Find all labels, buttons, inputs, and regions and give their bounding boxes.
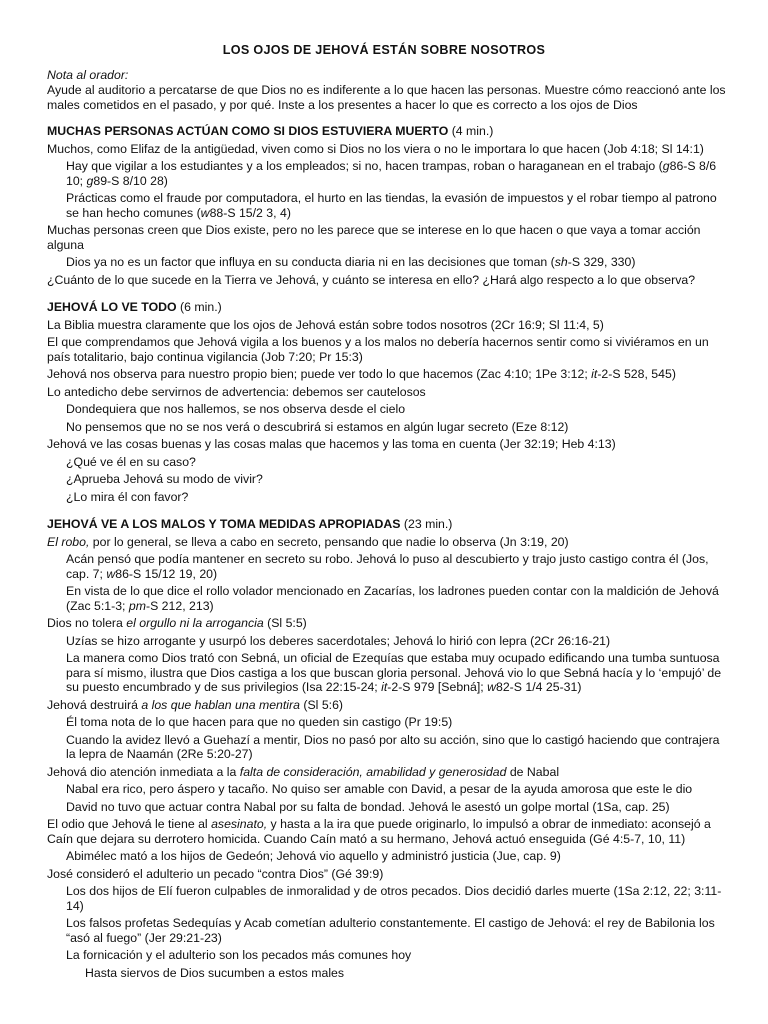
outline-subpoint: ¿Aprueba Jehová su modo de vivir? (66, 472, 263, 486)
outline-point: El que comprendamos que Jehová vigila a los buenos y a los malos no debería hacernos sentir como si viviéramos en un país totalitario, bajo continua vigilancia (Job 7:20; Pr 15:3) (47, 335, 709, 364)
outline-subpoint: No pensemos que no se nos verá o descubrirá si estamos en algún lugar secreto (Eze 8:12) (66, 419, 569, 434)
outline-subpoint: Hay que vigilar a los estudiantes y a los empleados; si no, hacen trampas, roban o haraganean en el trabajo (g86-S 8/6 10; g89-S 8/10 28) (66, 159, 717, 188)
outline-point: Jehová nos observa para nuestro propio bien; puede ver todo lo que hacemos (Zac 4:10; 1Pe 3:12; it-2-S 528, 545) (47, 367, 676, 381)
section-duration: (23 min.) (403, 517, 453, 531)
outline-sub-subpoint: Hasta siervos de Dios sucumben a estos males (85, 965, 345, 980)
outline-point: Jehová dio atención inmediata a la falta de consideración, amabilidad y generosidad de Nabal (47, 764, 560, 779)
section-title: MUCHAS PERSONAS ACTÚAN COMO SI DIOS ESTUVIERA MUERTO (47, 124, 449, 138)
speaker-note-label: Nota al orador: (47, 68, 129, 82)
outline-subpoint: Los dos hijos de Elí fueron culpables de inmoralidad y de otros pecados. Dios decidió darles muerte (1Sa 2:12, 22; 3:11-14) (66, 884, 722, 913)
outline-point: José consideró el adulterio un pecado “contra Dios” (Gé 39:9) (47, 866, 384, 881)
outline-point: Dios no tolera el orgullo ni la arrogancia (Sl 5:5) (47, 616, 307, 630)
outline-subpoint: Él toma nota de lo que hacen para que no queden sin castigo (Pr 19:5) (66, 715, 453, 729)
talk-outline (0, 120, 768, 983)
outline-point: Muchos, como Elifaz de la antigüedad, viven como si Dios no los viera o no le importara lo que hacen (Job 4:18; Sl 14:1) (47, 141, 704, 156)
outline-subpoint: Nabal era rico, pero áspero y tacaño. No quiso ser amable con David, a pesar de la ayuda amorosa que este le dio (66, 782, 693, 796)
section-title: JEHOVÁ VE A LOS MALOS Y TOMA MEDIDAS APROPIADAS (47, 517, 401, 531)
outline-point: Jehová ve las cosas buenas y las cosas malas que hacemos y las toma en cuenta (Jer 32:19; Heb 4:13) (47, 437, 616, 451)
speaker-note-text: Ayude al auditorio a percatarse de que Dios no es indiferente a lo que hacen las personas. Muestre cómo reaccionó ante los males cometidos en el pasado, y por qué. Inste a los presentes a hacer lo que es correcto a los ojos de Dios (47, 83, 726, 112)
outline-subpoint: ¿Lo mira él con favor? (66, 489, 189, 504)
outline-subpoint: La fornicación y el adulterio son los pecados más comunes hoy (66, 948, 412, 962)
outline-subpoint: Cuando la avidez llevó a Guehazí a mentir, Dios no pasó por alto su acción, sino que lo castigó haciendo que contrajera la lepra de Naamán (2Re 5:20-27) (66, 732, 720, 761)
outline-point: Muchas personas creen que Dios existe, pero no les parece que se interese en lo que hacen o que vaya a tomar acción alguna (47, 223, 701, 252)
outline-subpoint: Dios ya no es un factor que influya en su conducta diaria ni en las decisiones que toman (sh-S 329, 330) (66, 255, 636, 269)
outline-point: Jehová destruirá a los que hablan una mentira (Sl 5:6) (47, 697, 344, 712)
section-2 (0, 300, 768, 504)
outline-subpoint: ¿Qué ve él en su caso? (66, 454, 196, 469)
outline-subpoint: Los falsos profetas Sedequías y Acab cometían adulterio constantemente. El castigo de Jehová: el rey de Babilonia los “asó al fuego” (Jer 29:21-23) (66, 916, 715, 945)
outline-point: Lo antedicho debe servirnos de advertencia: debemos ser cautelosos (47, 384, 426, 399)
section-1 (0, 124, 768, 287)
outline-subpoint: Acán pensó que podía mantener en secreto su robo. Jehová lo puso al descubierto y trajo justo castigo contra él (Jos, cap. 7; w86-S 15/12 19, 20) (66, 552, 709, 581)
outline-subpoint: En vista de lo que dice el rollo volador mencionado en Zacarías, los ladrones pueden contar con la maldición de Jehová (Zac 5:1-3; pm-S 212, 213) (66, 584, 719, 613)
section-heading (47, 124, 768, 139)
outline-point: El odio que Jehová le tiene al asesinato, y hasta a la ira que puede originarlo, lo impulsó a obrar de inmediato: aconsejó a Caín que dejara su derrotero homicida. Cuando Caín mató a su hermano, Jehová actuó enseguida (Gé 4:5-7, 10, 11) (47, 817, 711, 846)
outline-subpoint: Prácticas como el fraude por computadora, el hurto en las tiendas, la evasión de impuestos y el robar tiempo al patrono se han hecho comunes (w88-S 15/2 3, 4) (66, 191, 717, 220)
section-duration: (4 min.) (451, 124, 494, 138)
section-heading (47, 517, 768, 532)
section-title: JEHOVÁ LO VE TODO (47, 300, 177, 314)
outline-point: ¿Cuánto de lo que sucede en la Tierra ve Jehová, y cuánto se interesa en ello? ¿Hará algo respecto a lo que observa? (47, 272, 696, 287)
outline-subpoint: David no tuvo que actuar contra Nabal por su falta de bondad. Jehová le asestó un golpe mortal (1Sa, cap. 25) (66, 799, 670, 814)
outline-point: El robo, por lo general, se lleva a cabo en secreto, pensando que nadie lo observa (Jn 3:19, 20) (47, 534, 569, 549)
page-title: LOS OJOS DE JEHOVÁ ESTÁN SOBRE NOSOTROS (222, 43, 546, 57)
section-3 (0, 517, 768, 980)
outline-point: La Biblia muestra claramente que los ojos de Jehová están sobre todos nosotros (2Cr 16:9; Sl 11:4, 5) (47, 317, 604, 332)
outline-subpoint: La manera como Dios trató con Sebná, un oficial de Ezequías que estaba muy ocupado edificando una tumba suntuosa para sí mismo, ilustra que Dios castiga a los que buscan gloria personal. Jehová vio lo que Sebná hacía y lo ‘empujó’ de su puesto encumbrado y de sus privilegios (Isa 22:15-24; it-2-S 979 [Sebná]; w82-S 1/4 25-31) (66, 651, 722, 694)
outline-subpoint: Abimélec mató a los hijos de Gedeón; Jehová vio aquello y administró justicia (Jue, cap. 9) (66, 849, 561, 863)
section-duration: (6 min.) (180, 300, 222, 314)
section-heading (47, 300, 768, 315)
outline-subpoint: Dondequiera que nos hallemos, se nos observa desde el cielo (66, 402, 406, 416)
outline-subpoint: Uzías se hizo arrogante y usurpó los deberes sacerdotales; Jehová lo hirió con lepra (2Cr 26:16-21) (66, 633, 611, 648)
